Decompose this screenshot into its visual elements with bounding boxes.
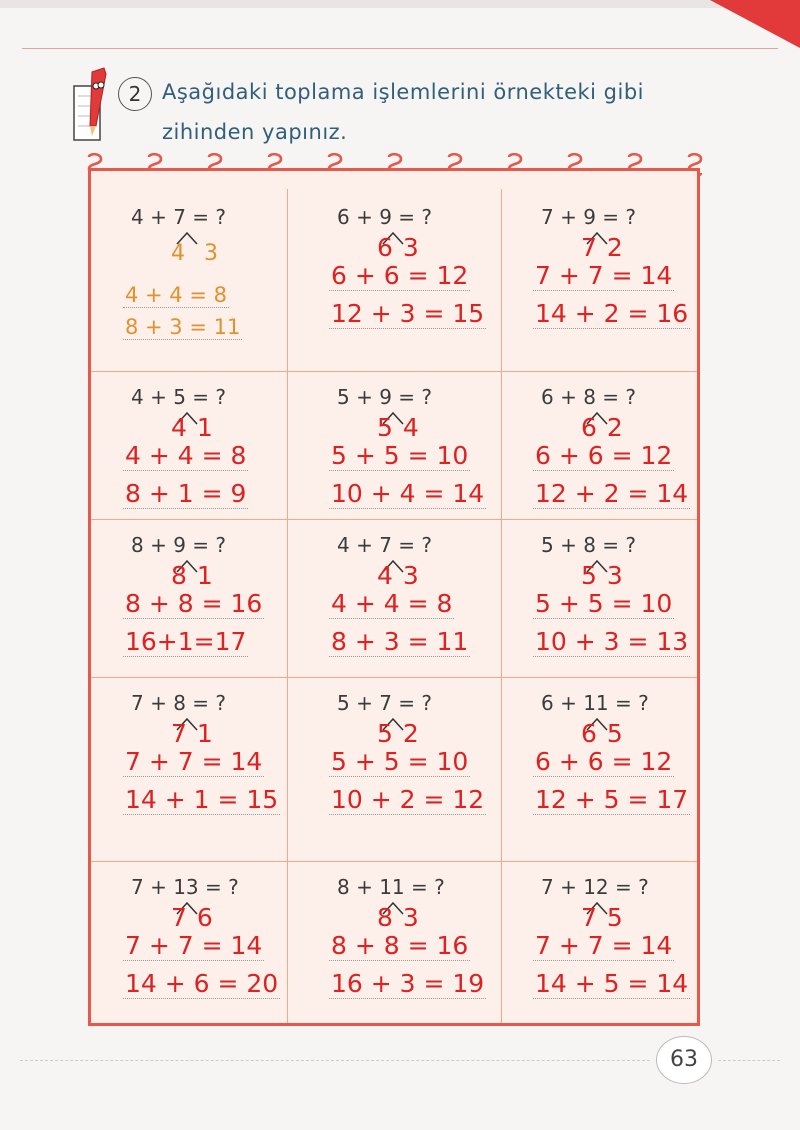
step-two-equation: 16+1=17 — [125, 627, 247, 656]
step-one-equation: 7 + 7 = 14 — [125, 931, 263, 960]
exercise-cell — [501, 519, 697, 677]
step-two-equation: 12 + 5 = 17 — [535, 785, 689, 814]
step-two-equation: 8 + 3 = 11 — [125, 315, 241, 339]
exercise-cell — [91, 861, 287, 1023]
exercise-question: 6 + 9 = ? — [337, 205, 433, 229]
exercise-question: 4 + 7 = ? — [337, 533, 433, 557]
split-digits: 5 2 — [377, 719, 420, 748]
exercise-cell — [501, 371, 697, 519]
step-one-equation: 7 + 7 = 14 — [535, 261, 673, 290]
step-two-equation: 14 + 2 = 16 — [535, 299, 689, 328]
example-exercise — [91, 171, 287, 371]
split-digits: 5 4 — [377, 413, 420, 442]
task-number-badge: 2 — [118, 77, 152, 111]
split-digits: 8 3 — [377, 903, 420, 932]
top-band — [0, 0, 800, 8]
step-one-equation: 6 + 6 = 12 — [331, 261, 469, 290]
split-digits: 6 2 — [581, 413, 624, 442]
step-one-equation: 8 + 8 = 16 — [331, 931, 469, 960]
exercise-cell — [287, 861, 501, 1023]
exercise-question: 8 + 9 = ? — [131, 533, 227, 557]
step-one-equation: 7 + 7 = 14 — [125, 747, 263, 776]
step-two-equation: 14 + 1 = 15 — [125, 785, 279, 814]
step-one-equation: 6 + 6 = 12 — [535, 747, 673, 776]
exercise-question: 6 + 11 = ? — [541, 691, 649, 715]
step-one-equation: 7 + 7 = 14 — [535, 931, 673, 960]
instruction-text: Aşağıdaki toplama işlemlerini örnekteki gibi zihinden yapınız. — [162, 80, 645, 144]
header-rule — [22, 48, 778, 49]
corner-tab — [710, 0, 800, 48]
step-two-equation: 12 + 2 = 14 — [535, 479, 689, 508]
step-one-equation: 4 + 4 = 8 — [125, 441, 247, 470]
exercise-cell — [91, 519, 287, 677]
step-two-equation: 8 + 3 = 11 — [331, 627, 469, 656]
exercise-cell — [287, 371, 501, 519]
exercise-cell — [501, 861, 697, 1023]
split-digits: 4 1 — [171, 413, 214, 442]
step-one-equation: 5 + 5 = 10 — [535, 589, 673, 618]
split-digits: 7 2 — [581, 233, 624, 262]
exercise-grid — [91, 171, 697, 1023]
step-two-equation: 8 + 1 = 9 — [125, 479, 247, 508]
exercise-question: 7 + 9 = ? — [541, 205, 637, 229]
exercise-cell — [287, 677, 501, 861]
split-digits: 4 3 — [171, 241, 224, 266]
step-one-equation: 4 + 4 = 8 — [125, 283, 227, 307]
exercise-cell — [501, 677, 697, 861]
split-digits: 7 6 — [171, 903, 214, 932]
exercise-question: 4 + 5 = ? — [131, 385, 227, 409]
split-digits: 7 1 — [171, 719, 214, 748]
exercise-question: 5 + 7 = ? — [337, 691, 433, 715]
exercise-question: 7 + 13 = ? — [131, 875, 239, 899]
exercise-cell — [501, 171, 697, 371]
step-one-equation: 8 + 8 = 16 — [125, 589, 263, 618]
pencil-mascot-icon — [70, 66, 110, 146]
step-two-equation: 12 + 3 = 15 — [331, 299, 485, 328]
step-two-equation: 14 + 6 = 20 — [125, 969, 279, 998]
exercise-question: 7 + 12 = ? — [541, 875, 649, 899]
exercise-question: 8 + 11 = ? — [337, 875, 445, 899]
exercise-question: 5 + 9 = ? — [337, 385, 433, 409]
step-one-equation: 5 + 5 = 10 — [331, 747, 469, 776]
step-one-equation: 5 + 5 = 10 — [331, 441, 469, 470]
footer-rule-right — [718, 1060, 780, 1061]
split-digits: 7 5 — [581, 903, 624, 932]
step-two-equation: 10 + 3 = 13 — [535, 627, 689, 656]
exercise-question: 7 + 8 = ? — [131, 691, 227, 715]
split-digits: 5 3 — [581, 561, 624, 590]
step-two-equation: 14 + 5 = 14 — [535, 969, 689, 998]
exercise-question: 5 + 8 = ? — [541, 533, 637, 557]
page-number: 63 — [656, 1036, 712, 1084]
step-one-equation: 6 + 6 = 12 — [535, 441, 673, 470]
split-digits: 8 1 — [171, 561, 214, 590]
exercise-cell — [287, 171, 501, 371]
step-two-equation: 10 + 4 = 14 — [331, 479, 485, 508]
step-two-equation: 10 + 2 = 12 — [331, 785, 485, 814]
exercise-cell — [91, 677, 287, 861]
exercise-board — [88, 168, 700, 1026]
step-one-equation: 4 + 4 = 8 — [331, 589, 453, 618]
exercise-question: 4 + 7 = ? — [131, 205, 227, 229]
exercise-question: 6 + 8 = ? — [541, 385, 637, 409]
step-two-equation: 16 + 3 = 19 — [331, 969, 485, 998]
split-digits: 6 5 — [581, 719, 624, 748]
footer-rule-left — [20, 1060, 650, 1061]
exercise-cell — [287, 519, 501, 677]
split-digits: 6 3 — [377, 233, 420, 262]
split-digits: 4 3 — [377, 561, 420, 590]
exercise-cell — [91, 371, 287, 519]
